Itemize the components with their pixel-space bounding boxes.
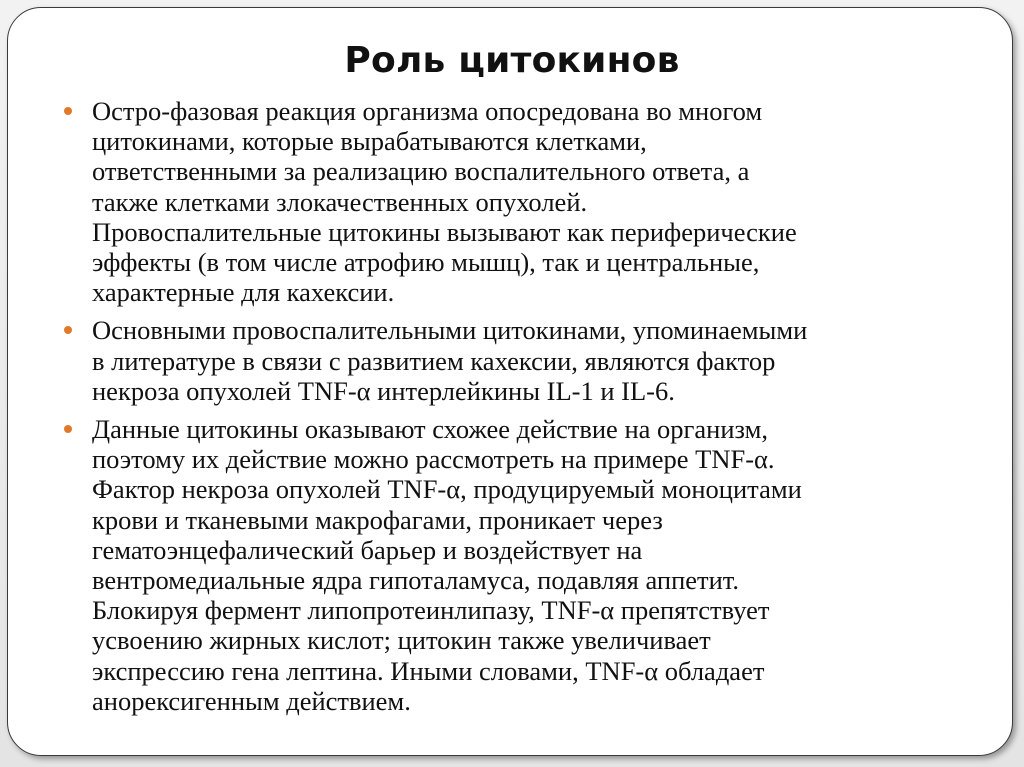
bullet-text-line: Фактор некроза опухолей TNF-α, продуцируемый моноцитами <box>92 474 802 505</box>
bullet-text-line: Провоспалительные цитокины вызывают как периферические <box>92 216 797 247</box>
bullet-text-line: усвоению жирных кислот; цитокин также увеличивает <box>92 625 711 656</box>
bullet-text-line: Основными провоспалительными цитокинами, упоминаемыми <box>92 315 808 346</box>
bullet-item-1 <box>62 96 947 307</box>
bullet-text-line: вентромедиальные ядра гипоталамуса, подавляя аппетит. <box>92 565 739 596</box>
bullet-text-line: также клетками злокачественных опухолей. <box>92 186 588 217</box>
bullet-text-line: экспрессию гена лептина. Иными словами, TNF-α обладает <box>92 655 765 686</box>
bullet-text-line: ответственными за реализацию воспалительного ответа, а <box>92 156 750 187</box>
bullet-item-2 <box>62 315 947 406</box>
bullet-list <box>62 96 947 724</box>
bullet-text-line: Остро-фазовая реакция организма опосредована во многом <box>92 96 763 126</box>
bullet-text-line: крови и тканевыми макрофагами, проникает через <box>92 504 663 535</box>
bullet-text-line: Блокируя фермент липопротеинлипазу, TNF-α препятствует <box>92 595 770 626</box>
bullet-text-line: цитокинами, которые вырабатываются клетками, <box>92 126 647 157</box>
slide-title: Роль цитокинов <box>344 40 680 81</box>
bullet-dot-icon <box>64 326 72 334</box>
bullet-text-line: в литературе в связи с развитием кахексии, являются фактор <box>92 345 776 376</box>
bullet-item-3 <box>62 414 947 716</box>
bullet-dot-icon <box>64 425 72 433</box>
bullet-text-line: поэтому их действие можно рассмотреть на примере TNF-α. <box>92 444 775 475</box>
bullet-text-line: характерные для кахексии. <box>92 277 395 308</box>
bullet-text-line: Данные цитокины оказывают схожее действие на организм, <box>92 414 768 445</box>
bullet-text-line: гематоэнцефалический барьер и воздействует на <box>92 534 643 565</box>
bullet-text-line: анорексигенным действием. <box>92 685 411 716</box>
bullet-dot-icon <box>64 107 72 115</box>
bullet-text-line: эффекты (в том числе атрофию мышц), так и центральные, <box>92 247 760 278</box>
bullet-text-line: некроза опухолей TNF-α интерлейкины IL-1 и IL-6. <box>92 375 675 406</box>
